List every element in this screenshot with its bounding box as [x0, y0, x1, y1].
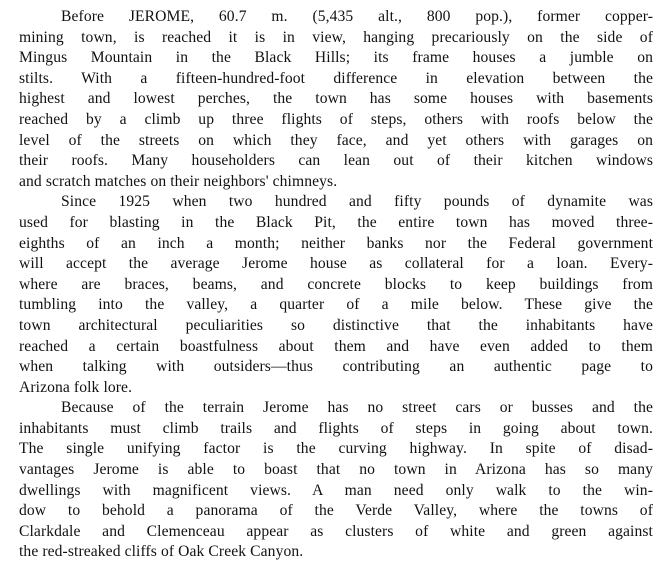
text-line: eighths of an inch a month; neither banks nor the Federal government: [19, 234, 653, 252]
text-line: will accept the average Jerome house as collateral for a loan. Every-: [19, 255, 653, 273]
text-line: reached a certain boastfulness about them and have even added to them: [19, 337, 653, 355]
text-line: vantages Jerome is able to boast that no town in Arizona has so many: [19, 461, 653, 479]
text-line: town architectural peculiarities so distinctive that the inhabitants have: [19, 316, 653, 334]
text-line: Before JEROME, 60.7 m. (5,435 alt., 800 pop.), former copper-: [61, 8, 653, 25]
text-line: The single unifying factor is the curving highway. In spite of disad-: [19, 440, 653, 458]
paragraph-3: [19, 398, 653, 563]
text-line: tumbling into the valley, a quarter of a mile below. These give the: [19, 296, 653, 314]
text-line: inhabitants must climb trails and flights of steps in going about town.: [19, 419, 653, 437]
text-line: and scratch matches on their neighbors' chimneys.: [19, 172, 338, 190]
text-line: level of the streets on which they face, and yet others with garages on: [19, 131, 653, 149]
text-line: their roofs. Many householders can lean out of their kitchen windows: [19, 152, 653, 170]
text-line: Arizona folk lore.: [19, 378, 133, 396]
text-line: dow to behold a panorama of the Verde Valley, where the towns of: [19, 502, 653, 520]
text-line: mining town, is reached it is in view, hanging precariously on the side of: [19, 28, 653, 46]
text-line: Since 1925 when two hundred and fifty pounds of dynamite was: [61, 193, 653, 211]
text-line: stilts. With a fifteen-hundred-foot difference in elevation between the: [19, 69, 653, 87]
text-line: Mingus Mountain in the Black Hills; its frame houses a jumble on: [19, 49, 653, 67]
paragraph-1: [19, 7, 653, 192]
text-line: used for blasting in the Black Pit, the entire town has moved three-: [19, 213, 653, 231]
text-line: highest and lowest perches, the town has some houses with basements: [19, 90, 653, 108]
text-line: dwellings with magnificent views. A man need only walk to the win-: [19, 481, 653, 499]
paragraph-2: [19, 192, 653, 398]
text-line: Clarkdale and Clemenceau appear as clusters of white and green against: [19, 522, 653, 540]
text-line: reached by a climb up three flights of steps, others with roofs below the: [19, 110, 653, 128]
text-line: when talking with outsiders—thus contributing an authentic page to: [19, 358, 653, 376]
document-page: [19, 7, 653, 563]
text-line: Because of the terrain Jerome has no street cars or busses and the: [61, 399, 653, 417]
text-line: the red-streaked cliffs of Oak Creek Canyon.: [19, 543, 304, 561]
text-line: where are braces, beams, and concrete blocks to keep buildings from: [19, 275, 653, 293]
